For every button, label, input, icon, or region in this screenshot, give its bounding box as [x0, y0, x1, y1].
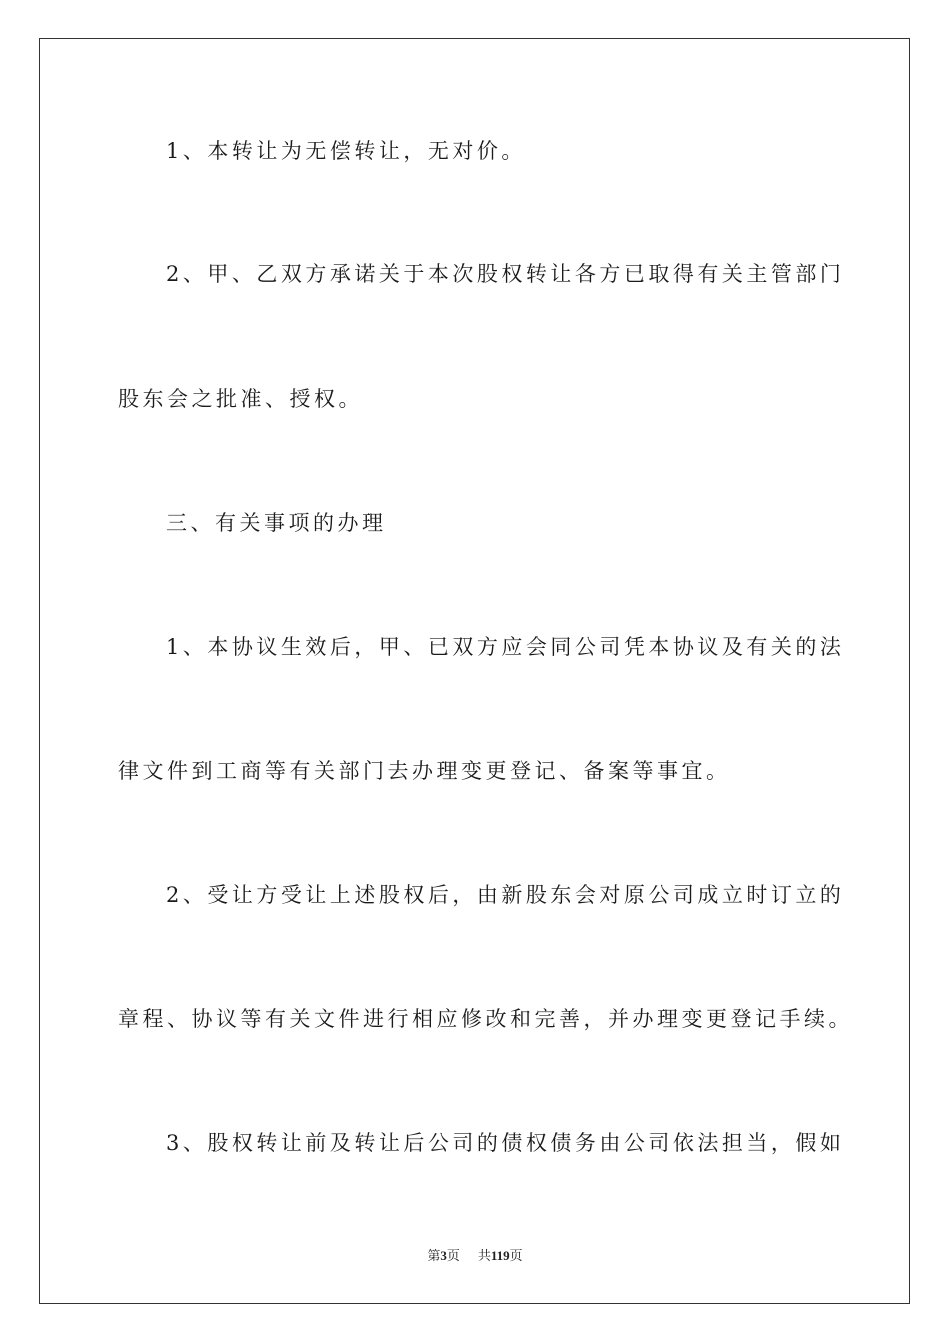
page-footer [0, 1245, 950, 1264]
footer-total-suffix: 页 [509, 1248, 523, 1263]
paragraph-line-1: 1、本转让为无偿转让，无对价。 [166, 139, 526, 163]
paragraph-line-7: 2、受让方受让上述股权后，由新股东会对原公司成立时订立的 [166, 883, 845, 907]
footer-prefix: 第 [427, 1248, 441, 1263]
paragraph-line-5: 1、本协议生效后，甲、已双方应会同公司凭本协议及有关的法 [166, 635, 845, 659]
paragraph-line-2: 2、甲、乙双方承诺关于本次股权转让各方已取得有关主管部门 [166, 262, 845, 286]
paragraph-line-3: 股东会之批准、授权。 [118, 387, 363, 411]
current-page-number: 3 [440, 1248, 447, 1263]
total-page-count: 119 [490, 1248, 510, 1263]
paragraph-line-6: 律文件到工商等有关部门去办理变更登记、备案等事宜。 [118, 759, 731, 783]
footer-page-suffix: 页 [446, 1248, 460, 1263]
footer-total-prefix: 共 [477, 1248, 491, 1263]
paragraph-line-9: 3、股权转让前及转让后公司的债权债务由公司依法担当，假如 [166, 1131, 845, 1155]
page-border [39, 38, 910, 1304]
section-heading: 三、有关事项的办理 [166, 511, 387, 535]
paragraph-line-8: 章程、协议等有关文件进行相应修改和完善，并办理变更登记手续。 [118, 1007, 853, 1031]
